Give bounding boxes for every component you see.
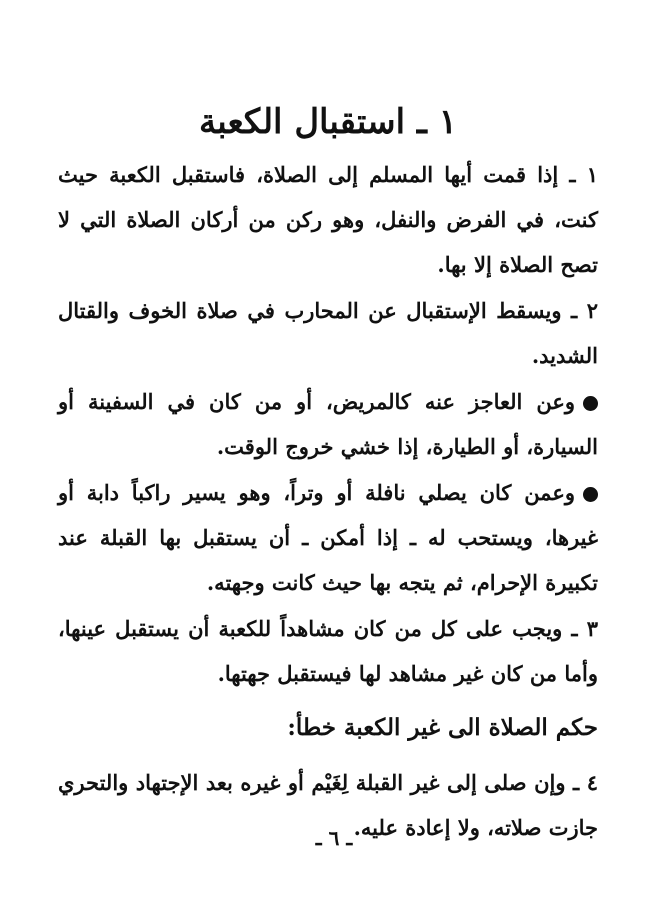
page-title: ١ ـ استقبال الكعبة xyxy=(199,102,457,142)
paragraph-2: ٢ ـ ويسقط الإستقبال عن المحارب في صلاة الخوف والقتال الشديد. xyxy=(58,298,598,368)
page-number: ـ ٦ ـ xyxy=(315,826,353,850)
paragraph-4-text: وعمن كان يصلي نافلة أو وتراً، وهو يسير راكباً دابة أو غيرها، ويستحب له ـ إذا أمكن ـ أن يستقبل بها القبلة عند تكبيرة الإحرام، ثم يتجه بها حيث كانت وجهته. xyxy=(58,480,598,595)
paragraph-4 xyxy=(58,470,598,605)
bullet-icon xyxy=(583,396,598,411)
paragraph-5: ٣ ـ ويجب على كل من كان مشاهداً للكعبة أن يستقبل عينها، وأما من كان غير مشاهد لها فيستقبل جهتها. xyxy=(58,616,598,686)
bullet-icon xyxy=(583,487,598,502)
paragraph-6: ٤ ـ وإن صلى إلى غير القبلة لِغَيْم أو غيره بعد الإجتهاد والتحري جازت صلاته، ولا إعادة عليه. xyxy=(58,770,598,840)
paragraph-3-text: وعن العاجز عنه كالمريض، أو من كان في السفينة أو السيارة، أو الطيارة، إذا خشي خروج الوقت. xyxy=(58,389,598,459)
paragraph-1: ١ ـ إذا قمت أيها المسلم إلى الصلاة، فاستقبل الكعبة حيث كنت، في الفرض والنفل، وهو ركن من أركان الصلاة التي لا تصح الصلاة إلا بها. xyxy=(58,162,598,277)
paragraph-3 xyxy=(58,379,598,469)
section-heading: حكم الصلاة الى غير الكعبة خطأ: xyxy=(287,714,598,741)
page-content xyxy=(58,92,598,850)
